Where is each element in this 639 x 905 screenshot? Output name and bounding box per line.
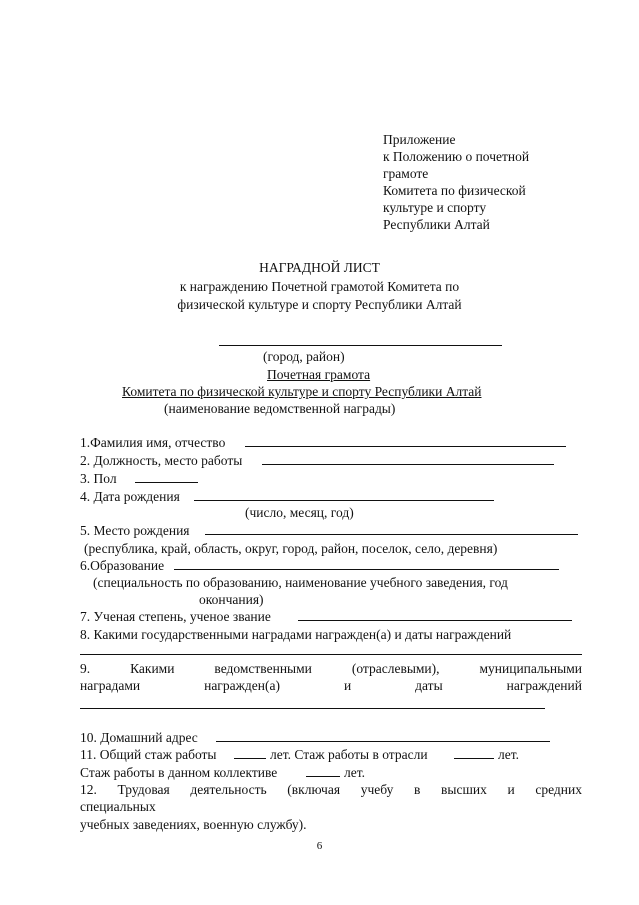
field-5-label: 5. Место рождения bbox=[80, 523, 190, 538]
field-9-word: награжден(а) bbox=[204, 678, 280, 693]
appendix-line: Республики Алтай bbox=[383, 217, 490, 232]
field-11-label-e: лет. bbox=[344, 765, 365, 780]
field-12-word: учебу bbox=[360, 782, 394, 797]
award-name-line-1: Почетная грамота bbox=[267, 367, 371, 382]
city-caption: (город, район) bbox=[263, 349, 345, 364]
field-11-industry-blank[interactable] bbox=[454, 758, 494, 759]
appendix-line: грамоте bbox=[383, 166, 429, 181]
field-11-label-a: 11. Общий стаж работы bbox=[80, 747, 217, 762]
field-11-total-blank[interactable] bbox=[234, 758, 266, 759]
award-caption: (наименование ведомственной награды) bbox=[164, 401, 396, 416]
field-10-blank[interactable] bbox=[216, 741, 550, 742]
field-6-caption-2: окончания) bbox=[199, 592, 264, 607]
field-8-blank[interactable] bbox=[80, 654, 582, 655]
appendix-line: Комитета по физической bbox=[383, 183, 526, 198]
field-4-blank[interactable] bbox=[194, 500, 494, 501]
field-11-label-b: лет. Стаж работы в отрасли bbox=[270, 747, 428, 762]
field-1-label: 1.Фамилия имя, отчество bbox=[80, 435, 226, 450]
field-11-label-d: Стаж работы в данном коллективе bbox=[80, 765, 278, 780]
field-12-word: и bbox=[507, 782, 515, 797]
field-11-team-blank[interactable] bbox=[306, 776, 340, 777]
award-name-line-2: Комитета по физической культуре и спорту Республики Алтай bbox=[122, 384, 482, 399]
field-9-word: даты bbox=[415, 678, 443, 693]
field-2-blank[interactable] bbox=[262, 464, 554, 465]
appendix-line: Приложение bbox=[383, 132, 456, 147]
field-9-word: и bbox=[343, 678, 352, 693]
document-title: НАГРАДНОЙ ЛИСТ bbox=[259, 260, 380, 275]
field-7-blank[interactable] bbox=[298, 620, 572, 621]
field-12-word: Трудовая bbox=[117, 782, 170, 797]
field-12-line-1 bbox=[80, 781, 582, 798]
field-7-label: 7. Ученая степень, ученое звание bbox=[80, 609, 271, 624]
field-9-blank[interactable] bbox=[80, 708, 545, 709]
field-9-line-1 bbox=[80, 660, 582, 677]
field-3-blank[interactable] bbox=[135, 482, 198, 483]
field-10-label: 10. Домашний адрес bbox=[80, 730, 198, 745]
field-9-word: муниципальными bbox=[479, 661, 582, 676]
field-9-word: 9. bbox=[80, 661, 91, 676]
field-1-blank[interactable] bbox=[245, 446, 566, 447]
field-2-label: 2. Должность, место работы bbox=[80, 453, 243, 468]
field-8-label: 8. Какими государственными наградами награжден(а) и даты награждений bbox=[80, 627, 512, 642]
field-3-label: 3. Пол bbox=[80, 471, 117, 486]
field-12-word: деятельность bbox=[190, 782, 267, 797]
field-9-line-2 bbox=[80, 677, 582, 694]
title-line-1: к награждению Почетной грамотой Комитета по bbox=[179, 279, 460, 294]
field-9-word: награждений bbox=[506, 678, 582, 693]
field-11-label-c: лет. bbox=[498, 747, 519, 762]
field-4-caption: (число, месяц, год) bbox=[245, 505, 354, 520]
city-blank-line[interactable] bbox=[219, 345, 502, 346]
field-9-word: Какими bbox=[130, 661, 175, 676]
appendix-line: к Положению о почетной bbox=[383, 149, 530, 164]
field-4-label: 4. Дата рождения bbox=[80, 489, 180, 504]
title-line-2: физической культуре и спорту Республики Алтай bbox=[177, 297, 462, 312]
field-9-word: ведомственными bbox=[214, 661, 312, 676]
page-number: 6 bbox=[316, 840, 323, 852]
field-9-word: наградами bbox=[80, 678, 141, 693]
field-6-label: 6.Образование bbox=[80, 558, 165, 573]
appendix-block bbox=[383, 131, 529, 233]
field-6-blank[interactable] bbox=[174, 569, 559, 570]
field-12-word: 12. bbox=[80, 782, 97, 797]
field-9-word: (отраслевыми), bbox=[351, 661, 440, 676]
field-12-line-2: специальных bbox=[80, 799, 156, 814]
field-12-word: (включая bbox=[287, 782, 341, 797]
appendix-line: культуре и спорту bbox=[383, 200, 487, 215]
field-6-caption-1: (специальность по образованию, наименование учебного заведения, год bbox=[93, 575, 508, 590]
field-5-blank[interactable] bbox=[205, 534, 578, 535]
field-5-caption: (республика, край, область, округ, город, район, поселок, село, деревня) bbox=[84, 541, 498, 556]
field-12-word: в bbox=[413, 782, 421, 797]
field-12-line-3: учебных заведениях, военную службу). bbox=[80, 817, 307, 832]
field-12-word: средних bbox=[535, 782, 582, 797]
field-12-word: высших bbox=[441, 782, 487, 797]
